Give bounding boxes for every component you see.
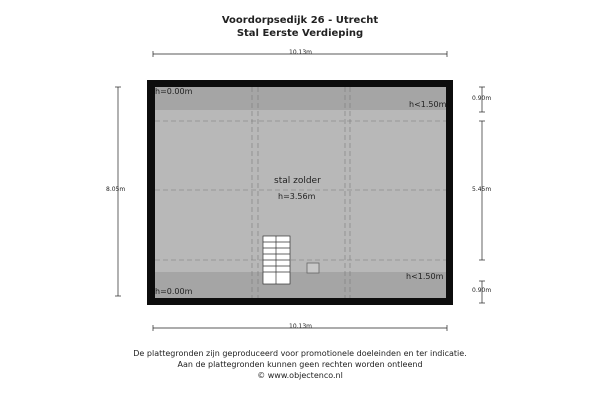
bottom-dimension-label: 10.13m bbox=[289, 323, 313, 330]
footer-disclaimer-2: Aan de plattegronden kunnen geen rechten worden ontleend bbox=[177, 360, 423, 369]
left-dimension-label: 8.05m bbox=[106, 186, 126, 193]
right-dimension-lines bbox=[479, 87, 485, 303]
page-subtitle: Stal Eerste Verdieping bbox=[236, 28, 364, 39]
right-middle-dimension-label: 5.45m bbox=[472, 186, 492, 193]
height-label-top-right: h<1.50m bbox=[409, 100, 447, 109]
floor-low-top bbox=[155, 87, 446, 110]
right-top-dimension-label: 0.90m bbox=[472, 95, 492, 102]
height-label-top-left: h=0.00m bbox=[155, 87, 193, 96]
room-height: h=3.56m bbox=[278, 192, 316, 201]
room-name: stal zolder bbox=[274, 176, 321, 186]
right-bottom-dimension-label: 0.90m bbox=[472, 287, 492, 294]
top-dimension-label: 10.13m bbox=[289, 49, 313, 56]
page-title: Voordorpsedijk 26 - Utrecht bbox=[221, 15, 379, 26]
floor-low-bottom bbox=[155, 272, 446, 298]
footer-copyright: © www.objectenco.nl bbox=[257, 371, 343, 380]
height-label-bottom-right: h<1.50m bbox=[406, 272, 444, 281]
staircase bbox=[263, 236, 290, 284]
floor-hatch bbox=[307, 263, 319, 273]
footer-disclaimer-1: De plattegronden zijn geproduceerd voor promotionele doeleinden en ter indicatie. bbox=[133, 349, 467, 358]
height-label-bottom-left: h=0.00m bbox=[155, 287, 193, 296]
